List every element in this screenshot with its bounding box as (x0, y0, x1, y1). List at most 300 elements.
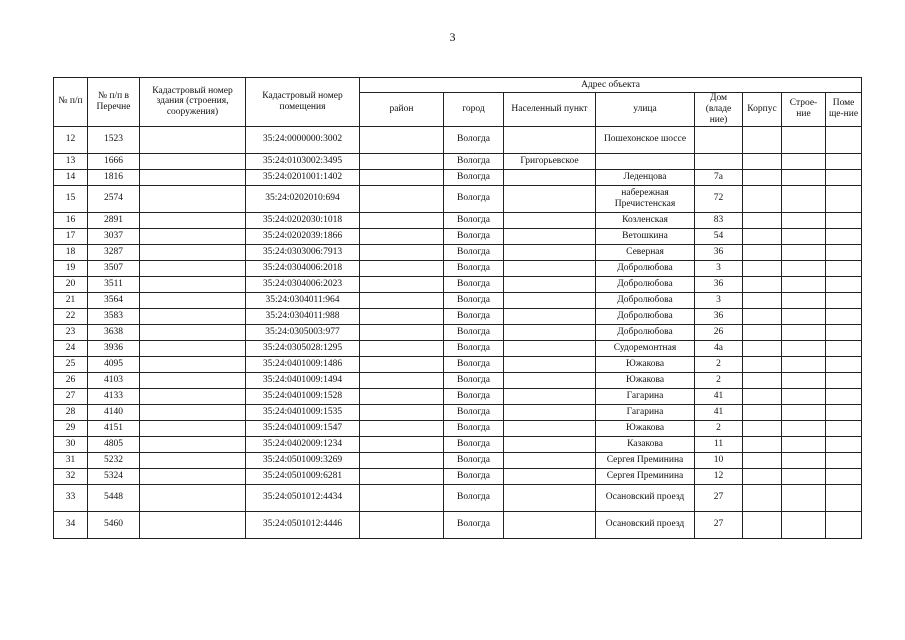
cell-building-cadastral (140, 372, 246, 388)
cell-pomeshchenie (826, 484, 862, 511)
cell-house: 3 (695, 292, 743, 308)
cell-city: Вологда (444, 388, 504, 404)
cell-district (360, 260, 444, 276)
cell-stroenie (782, 169, 826, 185)
cell-pomeshchenie (826, 420, 862, 436)
table-row (54, 276, 862, 292)
cell-num: 21 (54, 292, 88, 308)
cell-street: Козленская (596, 212, 695, 228)
cell-house: 27 (695, 511, 743, 538)
header-stroenie: Строе-ние (782, 93, 826, 127)
cell-settlement (504, 468, 596, 484)
cell-building-cadastral (140, 452, 246, 468)
cell-stroenie (782, 126, 826, 153)
cell-city: Вологда (444, 308, 504, 324)
cell-korpus (743, 511, 782, 538)
cell-premises-cadastral: 35:24:0305003:977 (246, 324, 360, 340)
cell-house: 83 (695, 212, 743, 228)
cell-house: 54 (695, 228, 743, 244)
cell-street: Гагарина (596, 404, 695, 420)
cell-building-cadastral (140, 324, 246, 340)
cell-district (360, 452, 444, 468)
cell-korpus (743, 308, 782, 324)
cell-list-num: 4805 (88, 436, 140, 452)
cell-district (360, 292, 444, 308)
cell-city: Вологда (444, 468, 504, 484)
cell-house: 26 (695, 324, 743, 340)
cell-pomeshchenie (826, 468, 862, 484)
cell-house: 4а (695, 340, 743, 356)
cell-district (360, 276, 444, 292)
cell-building-cadastral (140, 276, 246, 292)
cell-pomeshchenie (826, 324, 862, 340)
cell-settlement (504, 452, 596, 468)
cell-pomeshchenie (826, 404, 862, 420)
cell-stroenie (782, 404, 826, 420)
cell-settlement (504, 292, 596, 308)
cell-settlement (504, 244, 596, 260)
cell-building-cadastral (140, 292, 246, 308)
cell-house: 3 (695, 260, 743, 276)
header-city: город (444, 93, 504, 127)
cell-korpus (743, 468, 782, 484)
cell-settlement (504, 324, 596, 340)
cell-building-cadastral (140, 511, 246, 538)
cell-district (360, 126, 444, 153)
cell-district (360, 356, 444, 372)
cell-settlement (504, 356, 596, 372)
cell-premises-cadastral: 35:24:0103002:3495 (246, 153, 360, 169)
cell-num: 31 (54, 452, 88, 468)
cell-list-num: 4140 (88, 404, 140, 420)
table-row (54, 260, 862, 276)
cell-district (360, 340, 444, 356)
cell-city: Вологда (444, 212, 504, 228)
cell-pomeshchenie (826, 276, 862, 292)
cell-premises-cadastral: 35:24:0304006:2018 (246, 260, 360, 276)
cell-settlement (504, 126, 596, 153)
cell-premises-cadastral: 35:24:0304011:988 (246, 308, 360, 324)
header-house: Дом (владе ние) (695, 93, 743, 127)
cell-list-num: 4151 (88, 420, 140, 436)
cell-city: Вологда (444, 292, 504, 308)
cell-korpus (743, 420, 782, 436)
cell-building-cadastral (140, 388, 246, 404)
table-row (54, 372, 862, 388)
cell-building-cadastral (140, 340, 246, 356)
cell-stroenie (782, 185, 826, 212)
table-row (54, 324, 862, 340)
cell-house: 2 (695, 372, 743, 388)
cell-pomeshchenie (826, 260, 862, 276)
cell-korpus (743, 260, 782, 276)
header-premises-cadastral: Кадастровый номер помещения (246, 78, 360, 127)
header-address: Адрес объекта (360, 78, 862, 93)
cell-premises-cadastral: 35:24:0000000:3002 (246, 126, 360, 153)
cell-street: Добролюбова (596, 260, 695, 276)
cell-premises-cadastral: 35:24:0202039:1866 (246, 228, 360, 244)
cell-house: 2 (695, 420, 743, 436)
table-row (54, 511, 862, 538)
cell-settlement (504, 340, 596, 356)
cell-city: Вологда (444, 324, 504, 340)
cell-list-num: 5460 (88, 511, 140, 538)
cell-list-num: 3037 (88, 228, 140, 244)
cell-street: Северная (596, 244, 695, 260)
cell-city: Вологда (444, 404, 504, 420)
cell-premises-cadastral: 35:24:0401009:1535 (246, 404, 360, 420)
table-row (54, 212, 862, 228)
cell-list-num: 1523 (88, 126, 140, 153)
cell-korpus (743, 153, 782, 169)
cell-korpus (743, 340, 782, 356)
cell-street: Южакова (596, 372, 695, 388)
cell-city: Вологда (444, 372, 504, 388)
cell-building-cadastral (140, 308, 246, 324)
cell-premises-cadastral: 35:24:0501012:4434 (246, 484, 360, 511)
cell-num: 30 (54, 436, 88, 452)
cell-korpus (743, 356, 782, 372)
cell-street: Добролюбова (596, 276, 695, 292)
cell-list-num: 3287 (88, 244, 140, 260)
cell-building-cadastral (140, 404, 246, 420)
cell-num: 28 (54, 404, 88, 420)
cell-city: Вологда (444, 228, 504, 244)
cell-house (695, 126, 743, 153)
cell-stroenie (782, 484, 826, 511)
cell-korpus (743, 452, 782, 468)
cell-settlement (504, 484, 596, 511)
cell-house: 36 (695, 244, 743, 260)
cell-pomeshchenie (826, 340, 862, 356)
cell-stroenie (782, 372, 826, 388)
cell-korpus (743, 126, 782, 153)
cell-settlement (504, 276, 596, 292)
cell-street: Южакова (596, 420, 695, 436)
cell-building-cadastral (140, 468, 246, 484)
cell-pomeshchenie (826, 356, 862, 372)
header-pomeshchenie: Поме ще-ние (826, 93, 862, 127)
cell-settlement (504, 308, 596, 324)
cell-street: Гагарина (596, 388, 695, 404)
cell-settlement (504, 185, 596, 212)
cell-street (596, 153, 695, 169)
header-district: район (360, 93, 444, 127)
cell-stroenie (782, 452, 826, 468)
cell-pomeshchenie (826, 228, 862, 244)
cell-street: Южакова (596, 356, 695, 372)
cell-street: Сергея Преминина (596, 452, 695, 468)
table-row (54, 228, 862, 244)
cell-list-num: 5232 (88, 452, 140, 468)
cell-street: Добролюбова (596, 324, 695, 340)
cell-num: 13 (54, 153, 88, 169)
cell-settlement (504, 212, 596, 228)
cell-city: Вологда (444, 511, 504, 538)
cell-list-num: 1816 (88, 169, 140, 185)
cell-city: Вологда (444, 126, 504, 153)
cell-district (360, 388, 444, 404)
cell-pomeshchenie (826, 372, 862, 388)
cell-building-cadastral (140, 126, 246, 153)
cell-street: Осановский проезд (596, 484, 695, 511)
cell-list-num: 3511 (88, 276, 140, 292)
cell-building-cadastral (140, 484, 246, 511)
cell-pomeshchenie (826, 308, 862, 324)
cell-settlement (504, 511, 596, 538)
cell-street: Сергея Преминина (596, 468, 695, 484)
objects-table (53, 77, 862, 539)
cell-stroenie (782, 276, 826, 292)
cell-korpus (743, 212, 782, 228)
cell-pomeshchenie (826, 436, 862, 452)
cell-korpus (743, 324, 782, 340)
cell-stroenie (782, 324, 826, 340)
cell-settlement: Григорьевское (504, 153, 596, 169)
cell-building-cadastral (140, 260, 246, 276)
header-list-num: № п/п в Перечне (88, 78, 140, 127)
cell-list-num: 3564 (88, 292, 140, 308)
header-street: улица (596, 93, 695, 127)
cell-pomeshchenie (826, 185, 862, 212)
cell-num: 15 (54, 185, 88, 212)
cell-building-cadastral (140, 420, 246, 436)
cell-district (360, 404, 444, 420)
cell-premises-cadastral: 35:24:0304006:2023 (246, 276, 360, 292)
header-building-cadastral: Кадастровый номер здания (строения, сооружения) (140, 78, 246, 127)
cell-num: 25 (54, 356, 88, 372)
cell-settlement (504, 228, 596, 244)
table-row (54, 404, 862, 420)
table-row (54, 468, 862, 484)
header-settlement: Населенный пункт (504, 93, 596, 127)
cell-num: 18 (54, 244, 88, 260)
cell-korpus (743, 244, 782, 260)
cell-stroenie (782, 292, 826, 308)
cell-district (360, 228, 444, 244)
cell-list-num: 4133 (88, 388, 140, 404)
cell-pomeshchenie (826, 126, 862, 153)
table-row (54, 292, 862, 308)
cell-premises-cadastral: 35:24:0501012:4446 (246, 511, 360, 538)
cell-list-num: 3638 (88, 324, 140, 340)
cell-korpus (743, 404, 782, 420)
cell-district (360, 372, 444, 388)
cell-building-cadastral (140, 244, 246, 260)
cell-street: набережная Пречистенская (596, 185, 695, 212)
cell-house (695, 153, 743, 169)
table-row (54, 340, 862, 356)
cell-district (360, 420, 444, 436)
cell-house: 10 (695, 452, 743, 468)
cell-district (360, 468, 444, 484)
cell-settlement (504, 388, 596, 404)
cell-korpus (743, 372, 782, 388)
cell-district (360, 244, 444, 260)
cell-stroenie (782, 244, 826, 260)
table-row (54, 356, 862, 372)
cell-premises-cadastral: 35:24:0501009:3269 (246, 452, 360, 468)
cell-street: Ветошкина (596, 228, 695, 244)
cell-korpus (743, 484, 782, 511)
cell-premises-cadastral: 35:24:0402009:1234 (246, 436, 360, 452)
cell-num: 33 (54, 484, 88, 511)
cell-house: 7а (695, 169, 743, 185)
cell-num: 17 (54, 228, 88, 244)
cell-stroenie (782, 420, 826, 436)
cell-num: 19 (54, 260, 88, 276)
cell-district (360, 185, 444, 212)
cell-district (360, 169, 444, 185)
table-row (54, 126, 862, 153)
cell-city: Вологда (444, 340, 504, 356)
table-row (54, 169, 862, 185)
cell-pomeshchenie (826, 244, 862, 260)
cell-korpus (743, 228, 782, 244)
table-row (54, 308, 862, 324)
cell-stroenie (782, 153, 826, 169)
cell-settlement (504, 420, 596, 436)
cell-street: Осановский проезд (596, 511, 695, 538)
cell-district (360, 153, 444, 169)
cell-street: Добролюбова (596, 308, 695, 324)
cell-stroenie (782, 356, 826, 372)
cell-list-num: 5324 (88, 468, 140, 484)
cell-premises-cadastral: 35:24:0305028:1295 (246, 340, 360, 356)
cell-premises-cadastral: 35:24:0401009:1528 (246, 388, 360, 404)
cell-premises-cadastral: 35:24:0202030:1018 (246, 212, 360, 228)
cell-num: 26 (54, 372, 88, 388)
cell-pomeshchenie (826, 169, 862, 185)
cell-house: 72 (695, 185, 743, 212)
cell-house: 12 (695, 468, 743, 484)
cell-list-num: 2574 (88, 185, 140, 212)
cell-city: Вологда (444, 244, 504, 260)
cell-building-cadastral (140, 212, 246, 228)
cell-house: 11 (695, 436, 743, 452)
cell-settlement (504, 169, 596, 185)
cell-street: Пошехонское шоссе (596, 126, 695, 153)
table-row (54, 420, 862, 436)
cell-korpus (743, 292, 782, 308)
table-body (54, 126, 862, 538)
cell-premises-cadastral: 35:24:0401009:1486 (246, 356, 360, 372)
cell-settlement (504, 372, 596, 388)
cell-building-cadastral (140, 185, 246, 212)
cell-num: 22 (54, 308, 88, 324)
cell-district (360, 324, 444, 340)
cell-street: Леденцова (596, 169, 695, 185)
cell-city: Вологда (444, 185, 504, 212)
cell-stroenie (782, 468, 826, 484)
table-row (54, 244, 862, 260)
cell-korpus (743, 436, 782, 452)
table-header (54, 78, 862, 127)
cell-premises-cadastral: 35:24:0202010:694 (246, 185, 360, 212)
cell-num: 12 (54, 126, 88, 153)
cell-pomeshchenie (826, 292, 862, 308)
cell-list-num: 4103 (88, 372, 140, 388)
cell-pomeshchenie (826, 153, 862, 169)
cell-premises-cadastral: 35:24:0304011:964 (246, 292, 360, 308)
cell-stroenie (782, 228, 826, 244)
cell-settlement (504, 436, 596, 452)
cell-korpus (743, 185, 782, 212)
cell-district (360, 484, 444, 511)
cell-district (360, 308, 444, 324)
cell-district (360, 212, 444, 228)
cell-stroenie (782, 340, 826, 356)
cell-num: 27 (54, 388, 88, 404)
cell-list-num: 3583 (88, 308, 140, 324)
cell-list-num: 1666 (88, 153, 140, 169)
cell-premises-cadastral: 35:24:0501009:6281 (246, 468, 360, 484)
cell-num: 32 (54, 468, 88, 484)
cell-premises-cadastral: 35:24:0401009:1494 (246, 372, 360, 388)
cell-stroenie (782, 260, 826, 276)
table-row (54, 153, 862, 169)
cell-list-num: 2891 (88, 212, 140, 228)
cell-premises-cadastral: 35:24:0401009:1547 (246, 420, 360, 436)
cell-city: Вологда (444, 484, 504, 511)
cell-num: 23 (54, 324, 88, 340)
table-row (54, 185, 862, 212)
cell-stroenie (782, 388, 826, 404)
cell-num: 14 (54, 169, 88, 185)
cell-city: Вологда (444, 276, 504, 292)
cell-building-cadastral (140, 153, 246, 169)
cell-city: Вологда (444, 420, 504, 436)
cell-settlement (504, 260, 596, 276)
cell-house: 2 (695, 356, 743, 372)
cell-list-num: 3936 (88, 340, 140, 356)
cell-city: Вологда (444, 153, 504, 169)
cell-city: Вологда (444, 436, 504, 452)
table-row (54, 388, 862, 404)
cell-pomeshchenie (826, 452, 862, 468)
cell-district (360, 436, 444, 452)
cell-house: 36 (695, 308, 743, 324)
cell-city: Вологда (444, 260, 504, 276)
cell-street: Судоремонтная (596, 340, 695, 356)
table-row (54, 452, 862, 468)
cell-house: 27 (695, 484, 743, 511)
cell-house: 41 (695, 404, 743, 420)
cell-list-num: 5448 (88, 484, 140, 511)
cell-city: Вологда (444, 356, 504, 372)
cell-street: Казакова (596, 436, 695, 452)
cell-building-cadastral (140, 169, 246, 185)
cell-house: 41 (695, 388, 743, 404)
table-row (54, 436, 862, 452)
cell-stroenie (782, 511, 826, 538)
header-num: № п/п (54, 78, 88, 127)
table-row (54, 484, 862, 511)
cell-house: 36 (695, 276, 743, 292)
cell-city: Вологда (444, 169, 504, 185)
header-korpus: Корпус (743, 93, 782, 127)
cell-stroenie (782, 308, 826, 324)
cell-pomeshchenie (826, 388, 862, 404)
cell-korpus (743, 388, 782, 404)
cell-list-num: 3507 (88, 260, 140, 276)
cell-num: 16 (54, 212, 88, 228)
cell-korpus (743, 169, 782, 185)
cell-building-cadastral (140, 436, 246, 452)
cell-settlement (504, 404, 596, 420)
cell-building-cadastral (140, 356, 246, 372)
cell-stroenie (782, 212, 826, 228)
